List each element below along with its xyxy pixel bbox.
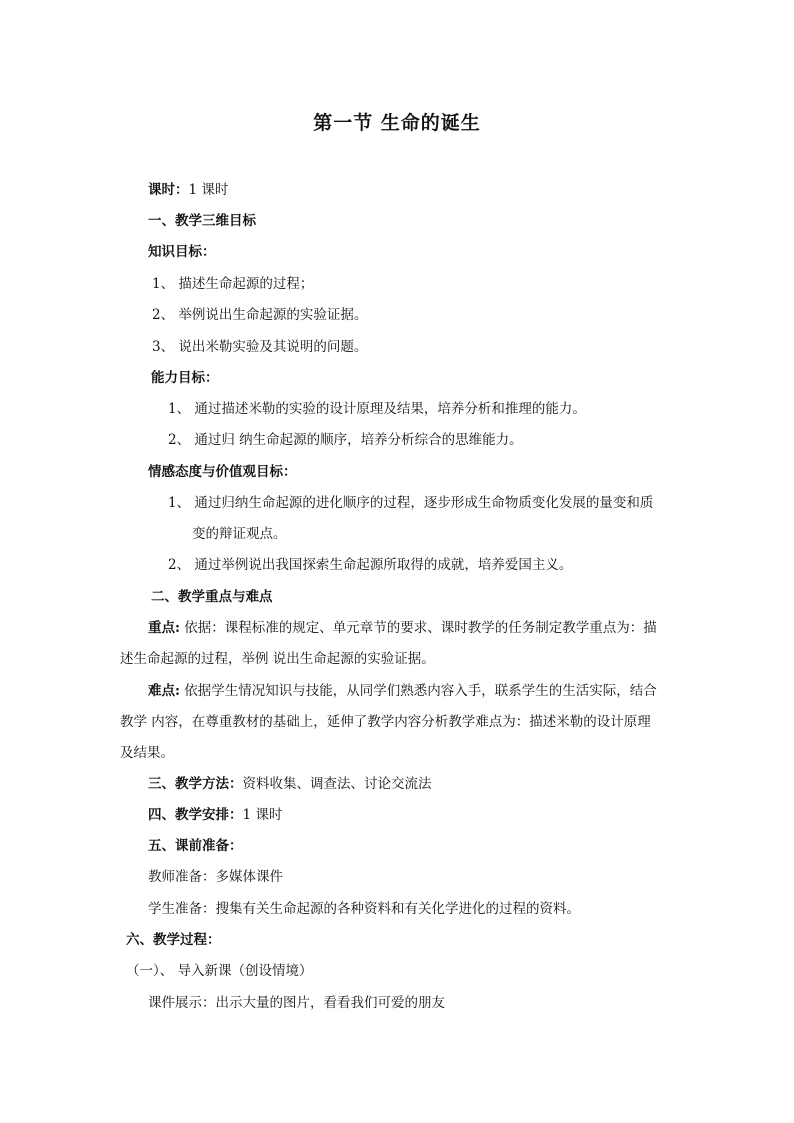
teacher-prep: 教师准备：多媒体课件 [148,869,283,885]
difficult-point-label: 难点: [148,683,180,699]
difficult-point-text: 依据学生情况知识与技能，从同学们熟悉内容入手，联系学生的生活实际，结合 [179,683,657,699]
knowledge-item-1: 1、 描述生命起源的过程； [152,276,314,292]
difficult-point-line1 [148,682,657,700]
section1-heading: 一、教学三维目标 [148,213,256,229]
section5-heading: 五、课前准备： [148,838,243,854]
page-title: 第一节 生命的诞生 [313,112,481,134]
key-point-label: 重点: [148,620,180,636]
difficult-point-line2: 教学 内容，在尊重教材的基础上，延伸了教学内容分析教学难点为：描述米勒的设计原理 [120,714,651,730]
ability-item-2: 2、 通过归 纳生命起源的顺序，培养分析综合的思维能力。 [168,432,523,448]
section3-heading: 三、教学方法： [148,776,243,792]
section2-heading: 二、教学重点与难点 [151,589,273,605]
section4-heading: 四、教学安排： [148,807,243,823]
knowledge-item-2: 2、 举例说出生命起源的实验证据。 [152,307,368,323]
section3 [148,775,432,793]
student-prep: 学生准备：搜集有关生命起源的各种资料和有关化学进化的过程的资料。 [148,901,580,917]
emotion-item-1-line2: 变的辩证观点。 [192,526,287,542]
key-point-text: 依据：课程标准的规定、单元章节的要求、课时教学的任务制定教学重点为：描 [179,620,657,636]
section4 [148,806,282,824]
section6-sub1: （一）、 导入新课（创设情境） [126,963,313,979]
class-hours-value: 1 课时 [188,182,229,198]
ability-heading: 能力目标： [151,370,219,386]
ability-item-1: 1、 通过描述米勒的实验的设计原理及结果，培养分析和推理的能力。 [168,401,586,417]
emotion-heading: 情感态度与价值观目标： [148,464,297,480]
difficult-point-line3: 及结果。 [120,745,174,761]
class-hours [148,181,228,199]
knowledge-item-3: 3、 说出米勒实验及其说明的问题。 [152,339,368,355]
section3-value: 资料收集、调查法、讨论交流法 [242,776,432,792]
key-point-line2: 述生命起源的过程，举例 说出生命起源的实验证据。 [120,651,435,667]
knowledge-heading: 知识目标： [148,244,216,260]
emotion-item-1-line1: 1、 通过归纳生命起源的进化顺序的过程，逐步形成生命物质变化发展的量变和质 [168,495,654,511]
section4-value: 1 课时 [242,807,283,823]
section6-heading: 六、教学过程： [126,932,221,948]
key-point-line1 [148,619,657,637]
class-hours-label: 课时： [148,182,189,198]
courseware-display: 课件展示：出示大量的图片，看看我们可爱的朋友 [148,995,445,1011]
emotion-item-2: 2、 通过举例说出我国探索生命起源所取得的成就，培养爱国主义。 [168,557,573,573]
